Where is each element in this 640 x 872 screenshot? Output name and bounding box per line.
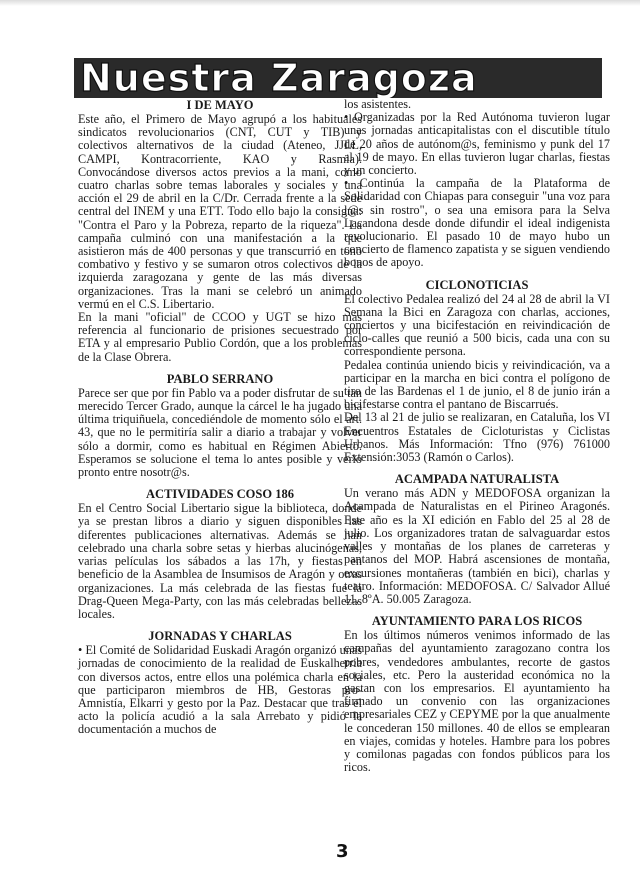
heading-acampada: ACAMPADA NATURALISTA	[394, 472, 560, 487]
body-ciclonoticias: El colectivo Pedalea realizó del 24 al 28 de abril la VI Semana la Bici en Zaragoza con charlas, acciones, conciertos y una bicifestación en reivindicación de ciclo-calles que reunió a 500 bicis, cada una con su correspondiente persona. Pedalea continúa uniendo bicis y reivindicación, va a participar en la marcha en bici contra el polígono de tiro de las Bardenas el 1 de junio, el 8 de junio irán a bicifestarse contra el pantano de Biscarrués. Del 13 al 21 de julio se realizaran, en Cataluña, los VI Encuentros Estatales de Cicloturistas y Ciclistas Urbanos. Más Información: Tfno (976) 761000 Extensión:3053 (Ramón o Carlos).	[344, 291, 610, 465]
body-ayuntamiento: En los últimos números venimos informado de las campañas del ayuntamiento zaragozano contra los pobres, vendedores ambulantes, recorte de gastos sociales, etc. Pero la austeridad económica no la gastan con los empresarios. El ayuntamiento ha firmado un convenio con las organizaciones empresariales CEZ y CEPYME por la que anualmente le concederan 150 millones. 40 de ellos se emplearan en viajes, comidas y hoteles. Hambre para los pobres y comilonas pagadas con fondos públicos para los ricos.	[344, 628, 610, 775]
heading-ayuntamiento: AYUNTAMIENTO PARA LOS RICOS	[371, 614, 583, 629]
masthead-title: Nuestra Zaragoza	[80, 58, 478, 98]
masthead-banner	[74, 58, 602, 98]
body-acampada: Un verano más ADN y MEDOFOSA organizan la Acampada de Naturalistas en el Pirineo Aragonés. Este año es la XI edición en Fablo del 25 al 28 de julio. Los organizadores tratan de salvaguardar estos valles y montañas de los planes de carreteras y pantanos del MOP. Habrá ascensiones de montaña, excursiones montañeras (también en bici), charlas y teatro. Información: MEDOFOSA. C/ Salvador Allué 11, 8ºA. 50.005 Zaragoza.	[344, 486, 610, 606]
body-jornadas-charlas-continued: los asistentes. • Organizadas por la Red Autónoma tuvieron lugar unas jornadas anticapitalistas con el discutible título de 20 años de autónom@s, feminismo y punk del 17 al 19 de mayo. En ellas tuvieron lugar charlas, fiestas y un concierto. • Continúa la campaña de la Plataforma de Solidaridad con Chiapas para conseguir "una voz para l@s sin rostro", o sea una emisora para la Selva Lacandona desde donde difundir el ideal indigenista revolucionario. El pasado 10 de mayo hubo un concierto de flamenco zapatista y se siguen vendiendo bonos de apoyo.	[344, 97, 610, 270]
body-pablo-serrano: Parece ser que por fin Pablo va a poder disfrutar de su tan merecido Tercer Grado, aunque la cárcel le ha jugado una última triquiñuela, concediéndole de momento sólo el art. 43, que no le permitiría salir a diario a trabajar y volver sólo a dormir, como es habitual en Régimen Abierto. Esperamos se solucione el tema lo antes posible y verlo pronto entre nosotr@s.	[78, 385, 362, 480]
left-column	[78, 98, 362, 737]
heading-jornadas-charlas: JORNADAS Y CHARLAS	[148, 629, 292, 644]
body-actividades-coso: En el Centro Social Libertario sigue la biblioteca, donde ya se prestan libros a diario y siguen disponibles las diferentes publicaciones alternativas. Además se han celebrado una charla sobre setas y hierbas alucinógenas, varias películas los sábados a las 17h, y fiestas en beneficio de la Asamblea de Insumisos de Aragón y otras organizaciones. La más celebrada de las fiestas fue la Drag-Queen Mega-Party, con las más celebradas bellezas locales.	[78, 501, 362, 621]
body-primero-mayo: Este año, el Primero de Mayo agrupó a los habituales sindicatos revolucionarios (CNT, CUT y TIB) y colectivos alternativos de la ciudad (Ateneo, JJLL, CAMPI, Kontracorriente, KAO y Rasmia). Convocándose diversos actos previos a la mani, como cuatro charlas sobre temas laborales y sociales y una acción el 29 de abril en la C/Dr. Cerrada frente a la sede central del INEM y una ETT. Todo ello bajo la consigna: "Contra el Paro y la Pobreza, reparto de la riqueza". La campaña culminó con una manifestación a la que asistieron más de 400 personas y que transcurrió en tono combativo y festivo y se sumaron otros colectivos de la izquierda zaragozana y gente de las más diversas organizaciones. Tras la mani se celebró un animado vermú en el C.S. Libertario. En la mani "oficial" de CCOO y UGT se hizo más referencia al funcionario de prisiones secuestrado por ETA y al empresario Publio Cordón, que a los problemas de la Clase Obrera.	[78, 112, 362, 364]
right-column	[344, 98, 610, 774]
body-jornadas-charlas: • El Comité de Solidaridad Euskadi Aragón organizó unas jornadas de conocimiento de la realidad de Euskalherria con diversos actos, entre ellos una polémica charla en la que participaron miembros de HB, Gestoras pro-Amnistía, Elkarri y gesto por la Paz. Destacar que tras el acto la policía acudió a la sala Arrebato y pidió la documentación a muchos de	[78, 643, 362, 737]
heading-actividades-coso: ACTIVIDADES COSO 186	[146, 487, 294, 502]
page-fold-shadow	[0, 0, 640, 6]
heading-pablo-serrano: PABLO SERRANO	[166, 371, 274, 386]
page-number: 3	[336, 841, 349, 862]
heading-ciclonoticias: CICLONOTICIAS	[425, 277, 529, 292]
heading-primero-mayo: I DE MAYO	[186, 98, 254, 112]
